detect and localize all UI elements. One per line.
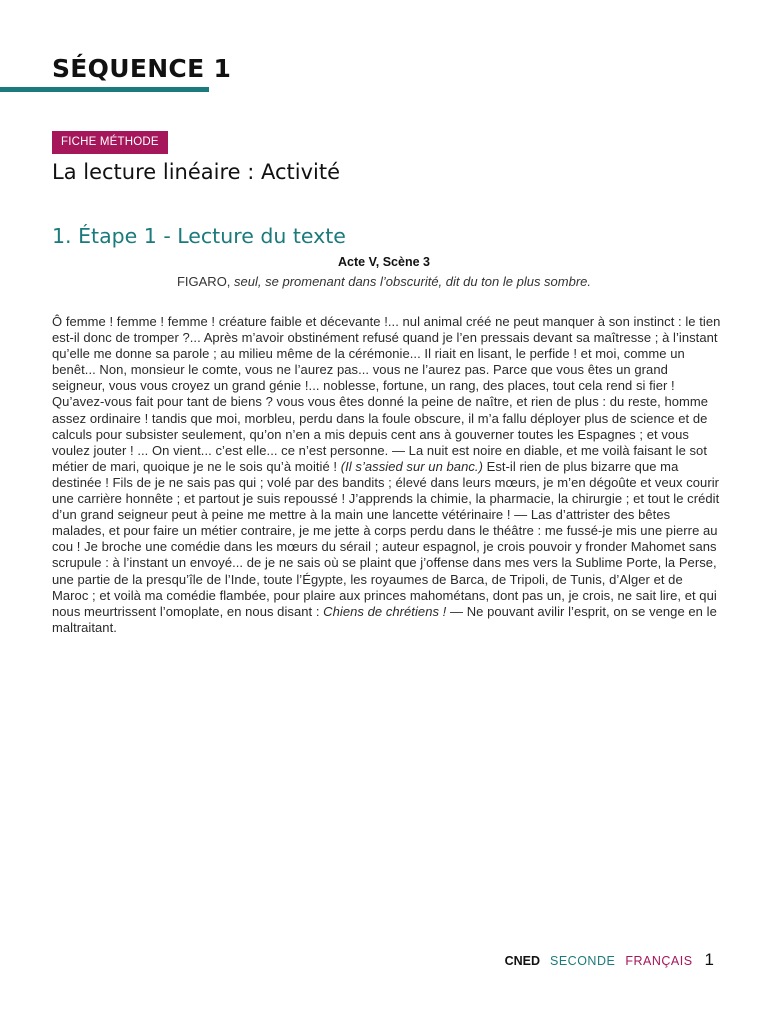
monologue-part-1: Ô femme ! femme ! femme ! créature faible et décevante !... nul animal créé ne peut manquer à son instinct : le tien est-il donc de tromper ?... Après m’avoir obstinément refusé quand je l’en pressais devant sa maîtresse ; à l’instant qu’elle me donne sa parole ; au milieu même de la cérémonie... Il riait en lisant, le perfide ! et moi, comme un benêt... Non, monsieur le comte, vous ne l’aurez pas... vous ne l’aurez pas. Parce que vous êtes un grand seigneur, vous vous croyez un grand génie !... noblesse, fortune, un rang, des places, tout cela rend si fier ! Qu’avez-vous fait pour tant de biens ? vous vous êtes donné la peine de naître, et rien de plus : du reste, homme assez ordinaire ! tandis que moi, morbleu, perdu dans la foule obscure, il m’a fallu déployer plus de science et de calculs pour subsister seulement, qu’on n’en a mis depuis cent ans à gouverner toutes les Espagnes ; et vous voulez jouter ! ... On vient... c’est elle... ce n’est personne. — La nuit est noire en diable, et me voilà faisant le sot métier de mari, quoique je ne le sois qu’à moitié ! bbox=[52, 314, 721, 474]
sequence-title-underline bbox=[0, 87, 209, 92]
footer-level: SECONDE bbox=[550, 954, 616, 968]
character-name: FIGARO, bbox=[176, 274, 231, 289]
footer-subject: FRANÇAIS bbox=[625, 954, 693, 968]
step-title: 1. Étape 1 - Lecture du texte bbox=[52, 224, 346, 248]
monologue-stage-note: (Il s’assied sur un banc.) bbox=[340, 458, 483, 474]
page-subtitle: La lecture linéaire : Activité bbox=[52, 160, 341, 184]
monologue-quote: Chiens de chrétiens ! bbox=[323, 603, 447, 619]
monologue-part-3: — Ne pouvant avilir l’esprit, on se venge en le maltraitant. bbox=[52, 603, 717, 635]
act-scene-heading: Acte V, Scène 3 bbox=[338, 255, 430, 269]
monologue-part-2: Est-il rien de plus bizarre que ma destinée ! Fils de je ne sais pas qui ; volé par des bandits ; élevé dans leurs mœurs, je m’en dégoûte et veux courir une carrière honnête ; et partout je suis repoussé ! J’apprends la chimie, la pharmacie, la chirurgie ; et tout le crédit d’un grand seigneur peut à peine me mettre à la main une lancette vétérinaire ! — Las d’attrister des bêtes malades, et pour faire un métier contraire, je me jette à corps perdu dans le théâtre : me fussé-je mis une pierre au cou ! Je broche une comédie dans les mœurs du sérail ; auteur espagnol, je crois pouvoir y fronder Mahomet sans scrupule : à l’instant un envoyé... de je ne sais où se plaint que j’offense dans mes vers la Sublime Porte, la Perse, une partie de la presqu’île de l’Inde, toute l’Égypte, les royaumes de Barca, de Tripoli, de Tunis, d’Alger et de Maroc ; et voilà ma comédie flambée, pour plaire aux princes mahométans, dont pas un, je crois, ne sait lire, et qui nous meurtrissent l’omoplate, en nous disant : bbox=[52, 458, 720, 619]
monologue-text bbox=[52, 314, 722, 636]
page-footer bbox=[505, 950, 714, 970]
stage-direction bbox=[52, 274, 716, 289]
footer-page-number: 1 bbox=[704, 950, 714, 969]
stage-direction-text: seul, se promenant dans l’obscurité, dit du ton le plus sombre. bbox=[234, 274, 592, 289]
sequence-title: SÉQUENCE 1 bbox=[52, 54, 232, 83]
footer-brand: CNED bbox=[504, 954, 540, 968]
fiche-methode-badge: FICHE MÉTHODE bbox=[52, 131, 168, 154]
